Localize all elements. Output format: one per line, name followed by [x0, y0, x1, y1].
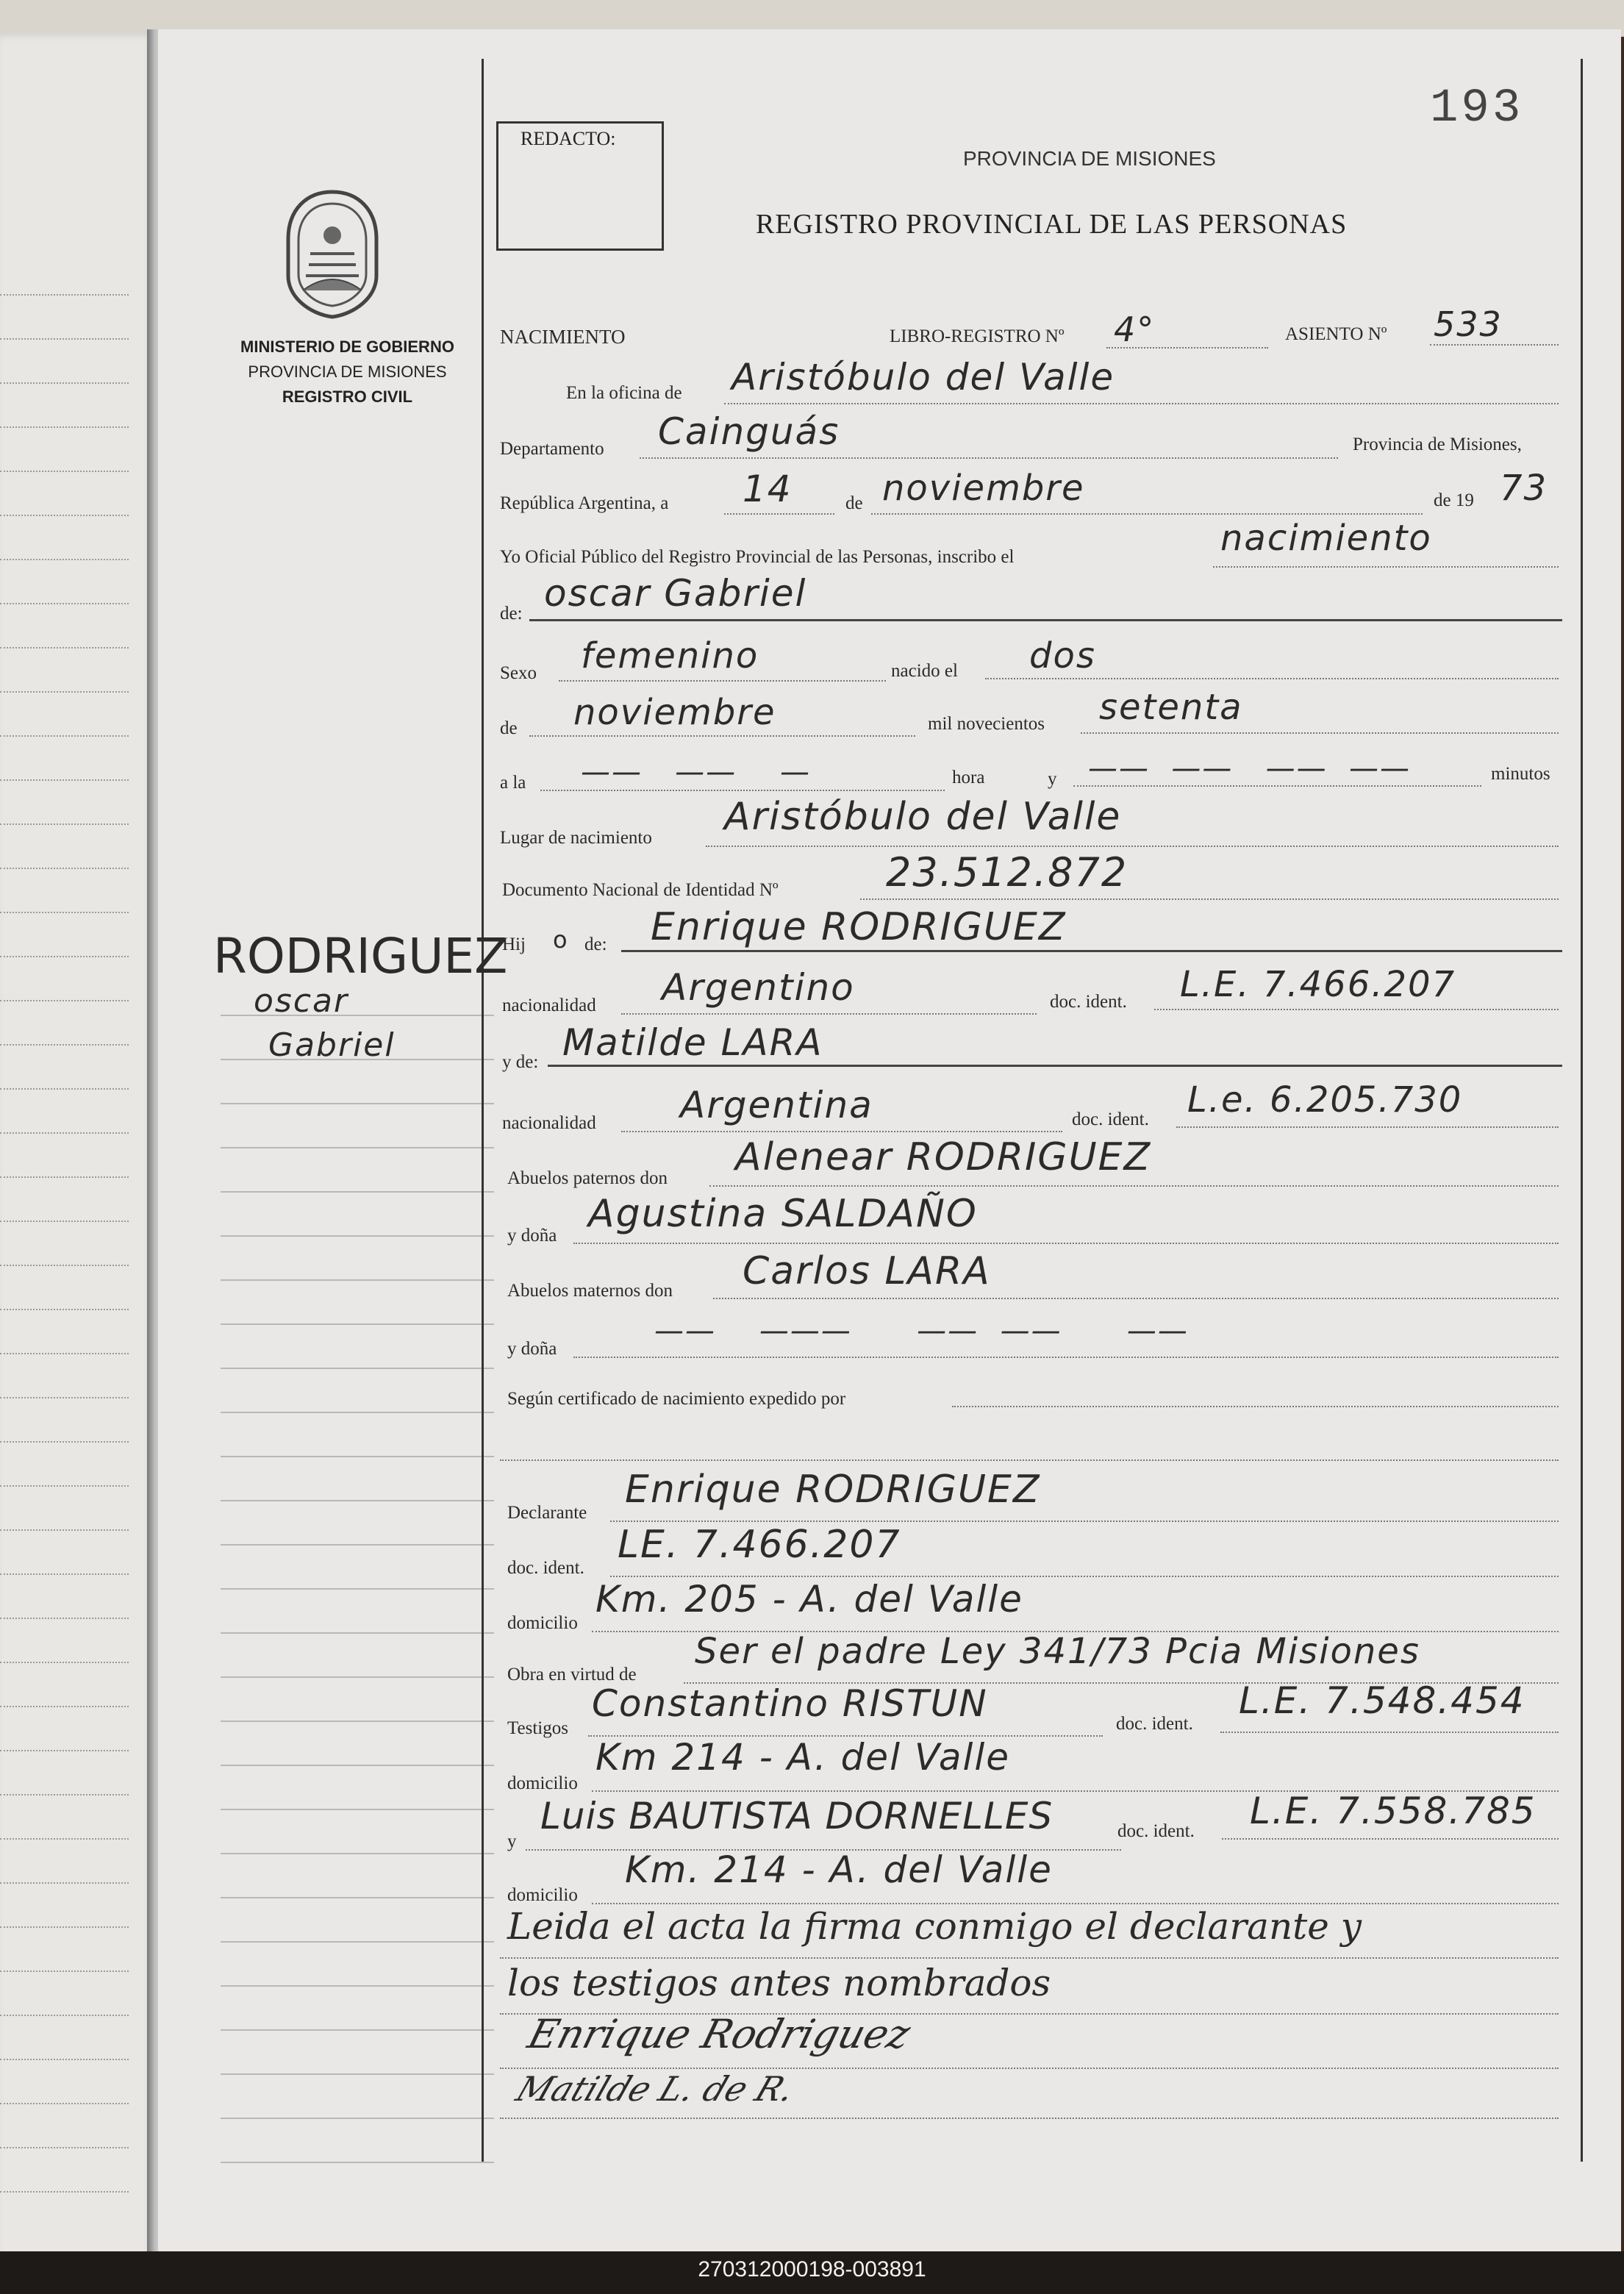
margin-ruled-line	[221, 1191, 494, 1193]
abuela-materna-dashes: —— ——— —— —— ——	[654, 1314, 1189, 1348]
declarante-domicilio-label: domicilio	[507, 1613, 578, 1633]
hijo-gender-value: o	[553, 926, 569, 954]
padre-nacionalidad-line	[621, 1013, 1037, 1015]
sexo-value: femenino	[581, 635, 759, 676]
province-header: PROVINCIA DE MISIONES	[963, 147, 1216, 170]
dia-line	[724, 513, 834, 515]
provincia-label: Provincia de Misiones,	[1353, 435, 1522, 454]
declarant-signature: Enrique Rodriguez	[523, 2011, 915, 2057]
left-leaf-ruled-line	[0, 1838, 129, 1840]
redacto-label: REDACTO:	[521, 128, 616, 149]
nombre-value: oscar Gabriel	[544, 572, 807, 615]
left-leaf-ruled-line	[0, 1000, 129, 1001]
margin-ruled-line	[221, 1323, 494, 1325]
testigo2-label: y	[507, 1832, 517, 1851]
oficina-line	[724, 403, 1559, 404]
declarante-domicilio-value: Km. 205 - A. del Valle	[595, 1578, 1023, 1621]
left-leaf-ruled-line	[0, 1706, 129, 1707]
declarante-doc-value: LE. 7.466.207	[618, 1523, 901, 1567]
margin-ruled-line	[221, 1500, 494, 1501]
sexo-label: Sexo	[500, 663, 537, 683]
page-number: 193	[1430, 82, 1524, 135]
hora-label-a-la: a la	[500, 773, 526, 793]
margin-ruled-line	[221, 1544, 494, 1546]
madre-nacionalidad-label: nacionalidad	[502, 1113, 596, 1133]
mes-nac-value: noviembre	[573, 692, 776, 733]
minutos-label: minutos	[1491, 764, 1550, 784]
left-leaf-ruled-line	[0, 1353, 129, 1354]
madre-nacionalidad-value: Argentina	[680, 1084, 873, 1126]
mes-nac-label: de	[500, 718, 518, 738]
declarante-label: Declarante	[507, 1503, 587, 1523]
left-leaf-ruled-line	[0, 1529, 129, 1531]
left-leaf-ruled-line	[0, 1926, 129, 1928]
libro-label: LIBRO-REGISTRO Nº	[890, 326, 1065, 346]
minutos-dashes: —— —— —— ——	[1088, 751, 1412, 785]
margin-ruled-line	[221, 1632, 494, 1634]
abuela-materna-label: y doña	[507, 1339, 557, 1359]
left-leaf-ruled-line	[0, 956, 129, 957]
margin-ruled-line	[221, 1412, 494, 1413]
left-leaf-ruled-line	[0, 1309, 129, 1310]
testigos-label: Testigos	[507, 1718, 568, 1738]
declarante-doc-line	[610, 1576, 1559, 1577]
hijo-de-label: de:	[584, 935, 607, 954]
padre-doc-line	[1154, 1009, 1559, 1010]
right-rule	[1581, 59, 1583, 2162]
testigo1-doc-value: L.E. 7.548.454	[1239, 1679, 1525, 1722]
left-leaf-ruled-line	[0, 2147, 129, 2148]
hijo-label: Hij	[502, 935, 526, 954]
left-leaf-ruled-line	[0, 735, 129, 737]
left-leaf-ruled-line	[0, 1088, 129, 1090]
left-leaf-ruled-line	[0, 382, 129, 384]
mother-signature: Matilde L. de R.	[511, 2069, 801, 2109]
abuelo-materno-line	[713, 1298, 1559, 1299]
left-leaf-ruled-line	[0, 1794, 129, 1795]
obra-value: Ser el padre Ley 341/73 Pcia Misiones	[695, 1631, 1420, 1672]
left-leaf-ruled-line	[0, 559, 129, 560]
republica-label: República Argentina, a	[500, 493, 669, 513]
left-leaf-ruled-line	[0, 1441, 129, 1443]
padre-nacionalidad-label: nacionalidad	[502, 996, 596, 1015]
margin-ruled-line	[221, 2118, 494, 2119]
padre-value: Enrique RODRIGUEZ	[651, 905, 1067, 949]
abuelo-paterno-line	[709, 1185, 1559, 1187]
hora-line	[540, 790, 945, 791]
madre-doc-value: L.e. 6.205.730	[1187, 1079, 1463, 1121]
left-leaf-ruled-line	[0, 515, 129, 516]
testigo2-doc-value: L.E. 7.558.785	[1250, 1790, 1537, 1832]
nacido-line	[985, 678, 1559, 679]
left-leaf-ruled-line	[0, 1485, 129, 1487]
inscribo-value: nacimiento	[1220, 518, 1432, 559]
note-line-1-text: Leida el acta la firma conmigo el declarante y	[507, 1905, 1362, 1948]
margin-ruled-line	[221, 1588, 494, 1590]
left-leaf-ruled-line	[0, 912, 129, 913]
nombre-line	[529, 619, 1562, 621]
padre-nacionalidad-value: Argentino	[662, 966, 855, 1009]
asiento-value: 533	[1434, 304, 1503, 344]
hora-dashes: —— —— —	[581, 755, 812, 789]
coat-of-arms-seal	[281, 187, 384, 320]
left-leaf-ruled-line	[0, 1618, 129, 1619]
left-leaf-ruled-line	[0, 1750, 129, 1751]
oficina-label: En la oficina de	[566, 383, 682, 403]
margin-ruled-line	[221, 1853, 494, 1854]
declarante-doc-label: doc. ident.	[507, 1558, 584, 1578]
anio-label: de 19	[1434, 490, 1474, 510]
testigo2-value: Luis BAUTISTA DORNELLES	[540, 1795, 1054, 1837]
margin-ruled-line	[221, 1456, 494, 1457]
margin-given-name-2: Gabriel	[268, 1026, 396, 1064]
testigo2-domicilio-label: domicilio	[507, 1885, 578, 1905]
left-leaf-ruled-line	[0, 294, 129, 296]
margin-ruled-line	[221, 1985, 494, 1987]
left-leaf-ruled-line	[0, 603, 129, 604]
segun-label: Según certificado de nacimiento expedido por	[507, 1389, 846, 1409]
image-id: 270312000198-003891	[698, 2257, 926, 2282]
dni-value: 23.512.872	[886, 849, 1128, 896]
left-page-edge	[0, 33, 158, 2276]
left-leaf-ruled-line	[0, 471, 129, 472]
left-leaf-ruled-line	[0, 1970, 129, 1972]
left-leaf-ruled-line	[0, 2191, 129, 2193]
registry-title: REGISTRO PROVINCIAL DE LAS PERSONAS	[756, 209, 1348, 240]
asiento-label: ASIENTO Nº	[1285, 324, 1387, 344]
left-leaf-ruled-line	[0, 426, 129, 428]
padre-line	[621, 950, 1562, 952]
mes-line	[871, 513, 1423, 515]
ministry-registry: REGISTRO CIVIL	[282, 387, 413, 406]
departamento-label: Departamento	[500, 439, 604, 459]
left-leaf-ruled-line	[0, 2015, 129, 2016]
left-leaf-ruled-line	[0, 779, 129, 781]
ministry-province: PROVINCIA DE MISIONES	[248, 362, 447, 381]
madre-line	[548, 1065, 1562, 1067]
anio-value: 73	[1500, 468, 1548, 509]
left-leaf-ruled-line	[0, 691, 129, 693]
abuela-paterna-value: Agustina SALDAÑO	[588, 1192, 978, 1236]
margin-ruled-line	[221, 1279, 494, 1281]
margin-ruled-line	[221, 1368, 494, 1369]
left-leaf-ruled-line	[0, 2103, 129, 2104]
left-leaf-ruled-line	[0, 647, 129, 648]
libro-value: 4°	[1114, 310, 1156, 349]
anio-nac-line	[1081, 732, 1559, 734]
ministry-title: MINISTERIO DE GOBIERNO	[240, 337, 454, 356]
abuelo-materno-value: Carlos LARA	[743, 1249, 991, 1293]
dni-line	[860, 898, 1559, 900]
lugar-line	[706, 846, 1559, 847]
dia-value: 14	[743, 468, 793, 510]
margin-given-name-1: oscar	[254, 982, 349, 1020]
note-line-2-text: los testigos antes nombrados	[507, 1962, 1051, 2004]
madre-label: y de:	[502, 1052, 539, 1072]
abuela-materna-line	[573, 1357, 1559, 1358]
madre-doc-label: doc. ident.	[1072, 1110, 1149, 1129]
abuela-paterna-line	[573, 1243, 1559, 1244]
testigo2-doc-line	[1222, 1838, 1559, 1840]
redacto-box	[496, 121, 664, 251]
mes-nac-line	[529, 735, 915, 737]
left-leaf-ruled-line	[0, 338, 129, 340]
segun-line	[952, 1406, 1559, 1407]
margin-ruled-line	[221, 2073, 494, 2075]
abuelo-paterno-value: Alenear RODRIGUEZ	[735, 1135, 1152, 1179]
abuela-paterna-label: y doña	[507, 1226, 557, 1246]
left-leaf-ruled-line	[0, 1397, 129, 1398]
sexo-line	[559, 680, 886, 682]
asiento-line	[1430, 344, 1559, 346]
mes-value: noviembre	[882, 468, 1085, 509]
madre-doc-line	[1176, 1126, 1559, 1128]
de-label: de	[845, 493, 863, 513]
testigo2-domicilio-line	[592, 1903, 1559, 1904]
departamento-value: Cainguás	[658, 410, 840, 453]
testigo2-domicilio-value: Km. 214 - A. del Valle	[625, 1848, 1053, 1891]
testigo1-domicilio-value: Km 214 - A. del Valle	[595, 1736, 1011, 1779]
testigo1-domicilio-label: domicilio	[507, 1773, 578, 1793]
yo-oficial-label: Yo Oficial Público del Registro Provincial de las Personas, inscribo el	[500, 547, 1015, 567]
left-leaf-ruled-line	[0, 1882, 129, 1884]
minutos-line	[1073, 785, 1481, 787]
inscribo-line	[1213, 566, 1559, 568]
abuelos-maternos-label: Abuelos maternos don	[507, 1281, 673, 1301]
anio-nac-value: setenta	[1099, 687, 1243, 728]
declarante-value: Enrique RODRIGUEZ	[625, 1468, 1041, 1512]
left-leaf-ruled-line	[0, 1265, 129, 1266]
mil-novecientos-label: mil novecientos	[928, 714, 1045, 734]
madre-nacionalidad-line	[621, 1131, 1062, 1132]
left-leaf-ruled-line	[0, 1176, 129, 1178]
nacido-value: dos	[1029, 635, 1096, 676]
testigo2-doc-label: doc. ident.	[1117, 1821, 1195, 1841]
testigo1-doc-line	[1220, 1732, 1559, 1733]
margin-ruled-line	[221, 1941, 494, 1943]
left-leaf-ruled-line	[0, 2059, 129, 2060]
nombre-label: de:	[500, 604, 523, 623]
obra-label: Obra en virtud de	[507, 1665, 637, 1684]
testigo1-doc-label: doc. ident.	[1116, 1714, 1193, 1734]
margin-ruled-line	[221, 1235, 494, 1237]
lugar-value: Aristóbulo del Valle	[724, 795, 1122, 839]
oficina-value: Aristóbulo del Valle	[731, 356, 1115, 399]
left-leaf-ruled-line	[0, 823, 129, 825]
left-leaf-ruled-line	[0, 1132, 129, 1134]
margin-ruled-line	[221, 1809, 494, 1810]
nacido-label: nacido el	[891, 661, 958, 681]
margin-ruled-line	[221, 1103, 494, 1104]
margin-ruled-line	[221, 1676, 494, 1678]
signature-line-2	[500, 2118, 1559, 2119]
margin-ruled-line	[221, 2029, 494, 2031]
note-line-1	[500, 1957, 1559, 1959]
abuelos-paternos-label: Abuelos paternos don	[507, 1168, 668, 1188]
hora-label: hora	[952, 768, 985, 787]
left-leaf-ruled-line	[0, 1662, 129, 1663]
lugar-label: Lugar de nacimiento	[500, 828, 652, 848]
act-type-label: NACIMIENTO	[500, 326, 626, 348]
segun-line-2	[500, 1459, 1559, 1461]
dni-label: Documento Nacional de Identidad Nº	[502, 880, 779, 900]
margin-ruled-line	[221, 1147, 494, 1148]
declarante-line	[610, 1521, 1559, 1522]
madre-value: Matilde LARA	[562, 1021, 823, 1064]
left-leaf-ruled-line	[0, 1221, 129, 1222]
margin-ruled-line	[221, 1721, 494, 1722]
padre-doc-value: L.E. 7.466.207	[1180, 964, 1456, 1005]
hora-y-label: y	[1048, 769, 1057, 789]
padre-doc-label: doc. ident.	[1050, 992, 1127, 1012]
left-leaf-ruled-line	[0, 1573, 129, 1575]
testigo1-value: Constantino RISTUN	[592, 1682, 988, 1725]
left-leaf-ruled-line	[0, 868, 129, 869]
margin-surname: RODRIGUEZ	[213, 928, 508, 985]
margin-ruled-line	[221, 2162, 494, 2163]
left-leaf-ruled-line	[0, 1044, 129, 1046]
margin-ruled-line	[221, 1765, 494, 1766]
margin-rule	[482, 59, 484, 2162]
departamento-line	[640, 457, 1338, 459]
margin-ruled-line	[221, 1897, 494, 1898]
